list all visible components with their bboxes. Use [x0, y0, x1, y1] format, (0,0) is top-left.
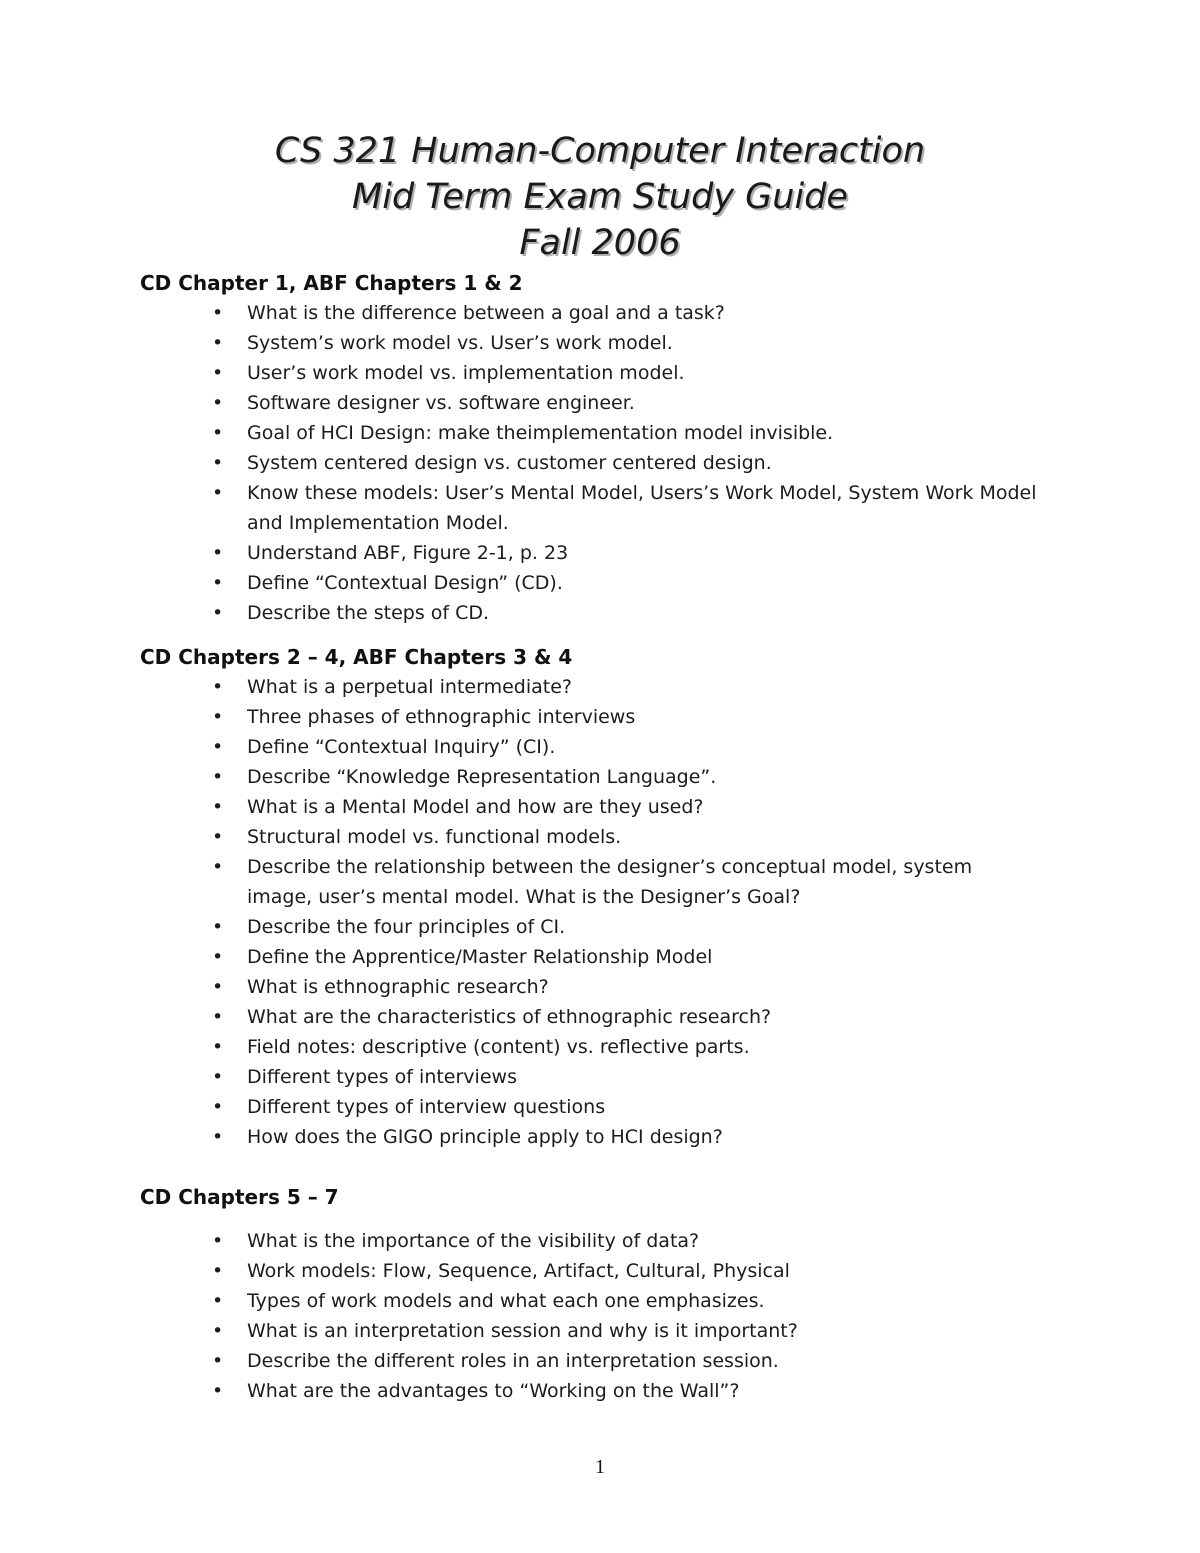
- bullet-icon: •: [212, 1036, 224, 1058]
- bullet-icon: •: [212, 766, 224, 788]
- bullet-icon: •: [212, 706, 224, 728]
- bullet-icon: •: [212, 392, 224, 414]
- item-text: System centered design vs. customer centered design.: [247, 452, 772, 474]
- item-text: Describe the different roles in an interpretation session.: [247, 1350, 779, 1372]
- list-item: [140, 478, 1040, 538]
- list-item: [140, 1032, 1040, 1062]
- list-item: [140, 702, 1040, 732]
- bullet-icon: •: [212, 1096, 224, 1118]
- bullet-icon: •: [212, 302, 224, 324]
- list-item: [140, 1256, 1040, 1286]
- item-text: Types of work models and what each one emphasizes.: [247, 1290, 765, 1312]
- bullet-icon: •: [212, 916, 224, 938]
- list-item: [140, 852, 1040, 912]
- item-text: Describe the four principles of CI.: [247, 916, 566, 938]
- list-item: [140, 1376, 1040, 1406]
- bullet-icon: •: [212, 676, 224, 698]
- item-text: User’s work model vs. implementation model.: [247, 362, 685, 384]
- title-course: CS 321 Human-Computer Interaction: [274, 131, 926, 171]
- title-term: Fall 2006: [519, 223, 681, 263]
- list-item: [140, 1346, 1040, 1376]
- bullet-icon: •: [212, 1320, 224, 1342]
- list-item: [140, 388, 1040, 418]
- item-list: [140, 1226, 1040, 1406]
- list-item: [140, 1002, 1040, 1032]
- section-chapters-2-4: [140, 642, 1040, 1152]
- section-chapter-1: [140, 268, 1040, 628]
- section-heading: CD Chapters 5 – 7: [140, 1185, 339, 1209]
- title-block: [0, 128, 1200, 266]
- item-text: What are the characteristics of ethnographic research?: [247, 1006, 772, 1028]
- list-item: [140, 1062, 1040, 1092]
- bullet-icon: •: [212, 1290, 224, 1312]
- bullet-icon: •: [212, 1380, 224, 1402]
- bullet-icon: •: [212, 422, 224, 444]
- item-text: Describe the relationship between the designer’s conceptual model, system image, user’s mental model. What is the Designer’s Goal?: [247, 856, 973, 908]
- bullet-icon: •: [212, 946, 224, 968]
- bullet-icon: •: [212, 572, 224, 594]
- item-text: How does the GIGO principle apply to HCI design?: [247, 1126, 723, 1148]
- bullet-icon: •: [212, 332, 224, 354]
- item-list: [140, 298, 1040, 628]
- list-item: [140, 972, 1040, 1002]
- item-text: Structural model vs. functional models.: [247, 826, 622, 848]
- item-text: Different types of interviews: [247, 1066, 517, 1088]
- list-item: [140, 1092, 1040, 1122]
- section-heading: CD Chapters 2 – 4, ABF Chapters 3 & 4: [140, 645, 573, 669]
- bullet-icon: •: [212, 1006, 224, 1028]
- item-text: Define “Contextual Design” (CD).: [247, 572, 563, 594]
- list-item: [140, 538, 1040, 568]
- bullet-icon: •: [212, 736, 224, 758]
- item-text: Define the Apprentice/Master Relationship Model: [247, 946, 713, 968]
- list-item: [140, 792, 1040, 822]
- item-text: Field notes: descriptive (content) vs. reflective parts.: [247, 1036, 750, 1058]
- item-text: What is a Mental Model and how are they used?: [247, 796, 704, 818]
- list-item: [140, 912, 1040, 942]
- list-item: [140, 762, 1040, 792]
- section-heading: CD Chapter 1, ABF Chapters 1 & 2: [140, 271, 523, 295]
- list-item: [140, 1226, 1040, 1256]
- bullet-icon: •: [212, 796, 224, 818]
- bullet-icon: •: [212, 1066, 224, 1088]
- item-text: What is ethnographic research?: [247, 976, 549, 998]
- list-item: [140, 568, 1040, 598]
- page-number: 1: [595, 1456, 605, 1478]
- bullet-icon: •: [212, 482, 224, 504]
- bullet-icon: •: [212, 1230, 224, 1252]
- bullet-icon: •: [212, 826, 224, 848]
- list-item: [140, 942, 1040, 972]
- item-text: Understand ABF, Figure 2-1, p. 23: [247, 542, 569, 564]
- item-text: Describe the steps of CD.: [247, 602, 490, 624]
- item-text: System’s work model vs. User’s work model.: [247, 332, 673, 354]
- section-chapters-5-7: [140, 1182, 1040, 1406]
- list-item: [140, 298, 1040, 328]
- item-text: Define “Contextual Inquiry” (CI).: [247, 736, 556, 758]
- bullet-icon: •: [212, 976, 224, 998]
- list-item: [140, 1316, 1040, 1346]
- list-item: [140, 672, 1040, 702]
- bullet-icon: •: [212, 542, 224, 564]
- list-item: [140, 328, 1040, 358]
- bullet-icon: •: [212, 452, 224, 474]
- list-item: [140, 358, 1040, 388]
- item-text: Describe “Knowledge Representation Language”.: [247, 766, 717, 788]
- item-list: [140, 672, 1040, 1152]
- bullet-icon: •: [212, 362, 224, 384]
- item-text: Work models: Flow, Sequence, Artifact, Cultural, Physical: [247, 1260, 790, 1282]
- bullet-icon: •: [212, 602, 224, 624]
- bullet-icon: •: [212, 1126, 224, 1148]
- list-item: [140, 822, 1040, 852]
- list-item: [140, 1286, 1040, 1316]
- item-text: Goal of HCI Design: make theimplementation model invisible.: [247, 422, 834, 444]
- item-text: What is a perpetual intermediate?: [247, 676, 572, 698]
- title-guide: Mid Term Exam Study Guide: [352, 177, 848, 217]
- item-text: What is the importance of the visibility of data?: [247, 1230, 700, 1252]
- list-item: [140, 732, 1040, 762]
- item-text: What is the difference between a goal and a task?: [247, 302, 725, 324]
- bullet-icon: •: [212, 856, 224, 878]
- item-text: Software designer vs. software engineer.: [247, 392, 635, 414]
- list-item: [140, 598, 1040, 628]
- list-item: [140, 1122, 1040, 1152]
- item-text: Different types of interview questions: [247, 1096, 606, 1118]
- item-text: What is an interpretation session and why is it important?: [247, 1320, 798, 1342]
- item-text: Three phases of ethnographic interviews: [247, 706, 636, 728]
- bullet-icon: •: [212, 1350, 224, 1372]
- item-text: Know these models: User’s Mental Model, Users’s Work Model, System Work Model and Implementation Model.: [247, 482, 1037, 534]
- list-item: [140, 418, 1040, 448]
- list-item: [140, 448, 1040, 478]
- item-text: What are the advantages to “Working on the Wall”?: [247, 1380, 740, 1402]
- bullet-icon: •: [212, 1260, 224, 1282]
